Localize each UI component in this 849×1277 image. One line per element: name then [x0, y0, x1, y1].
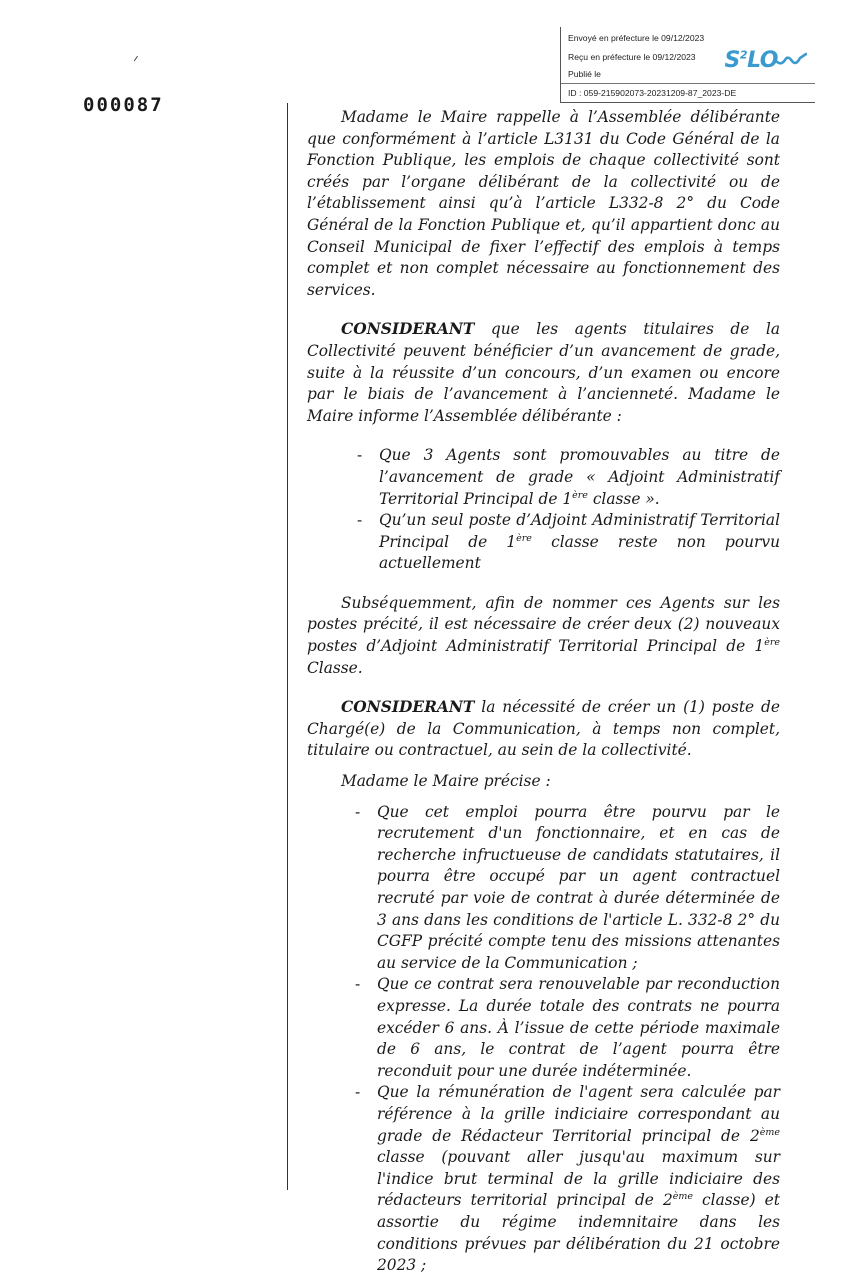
paragraph-recall: Madame le Maire rappelle à l’Assemblée délibérante que conformément à l’article L3131 du Code Général de la Fonction Publique, les emplois de chaque collectivité sont créés par l’organe délibérant de la collectivité ou de l’établissement ainsi qu’à l’article L332-8 2° du Code Général de la Fonction Publique et, qu’il appartient donc au Conseil Municipal de fixer l’effectif des emplois à temps complet et non complet nécessaire au fonctionnement des services.: [307, 108, 780, 299]
prefecture-stamp: [560, 27, 815, 103]
list-item: - Que ce contrat sera renouvelable par reconduction expresse. La durée totale des contrats ne pourra excéder 6 ans. À l’issue de cette période maximale de 6 ans, le contrat de l’agent pourra être reconduit pour une durée indéterminée.: [377, 974, 780, 1082]
document-body: [307, 107, 780, 1277]
stamp-sent-date: Envoyé en préfecture le 09/12/2023: [568, 33, 705, 43]
conditions-list: [377, 802, 780, 1277]
margin-rule: [287, 103, 288, 1190]
stamp-received-date: Reçu en préfecture le 09/12/2023: [568, 52, 696, 62]
paragraph-considerant-1: CONSIDERANT que les agents titulaires de la Collectivité peuvent bénéficier d’un avancement de grade, suite à la réussite d’un concours, d’un examen ou encore par le biais de l’avancement à l’ancienneté. Madame le Maire informe l’Assemblée délibérante :: [307, 320, 780, 425]
promotion-list: [379, 445, 780, 575]
pen-mark: [134, 56, 139, 62]
list-item: - Que cet emploi pourra être pourvu par le recrutement d'un fonctionnaire, et en cas de recherche infructueuse de candidats statutaires, il pourra être occupé par un agent contractuel recruté par voie de contrat à durée déterminée de 3 ans dans les conditions de l'article L. 332-8 2° du CGFP précité compte tenu des missions attenantes au service de la Communication ;: [377, 802, 780, 975]
considerant-keyword: CONSIDERANT: [341, 698, 475, 717]
stamp-divider: [561, 83, 815, 84]
list-item: - Que la rémunération de l'agent sera calculée par référence à la grille indiciaire correspondant au grade de Rédacteur Territorial principal de 2ème classe (pouvant aller jusqu'au maximum sur l'indice brut terminal de la grille indiciaire des rédacteurs territorial principal de 2ème classe) et assortie du régime indemnitaire dans les conditions prévues par délibération du 21 octobre 2023 ;: [377, 1082, 780, 1276]
document-number: 000087: [83, 94, 164, 116]
paragraph-mayor-specifies: Madame le Maire précise :: [341, 772, 551, 791]
stamp-id: ID : 059-215902073-20231209-87_2023-DE: [568, 88, 737, 98]
paragraph-considerant-2: CONSIDERANT la nécessité de créer un (1) poste de Chargé(e) de la Communication, à temps non complet, titulaire ou contractuel, au sein de la collectivité.: [307, 698, 780, 760]
list-item: - Qu’un seul poste d’Adjoint Administratif Territorial Principal de 1ère classe reste non pourvu actuellement: [379, 510, 780, 575]
considerant-keyword: CONSIDERANT: [341, 320, 475, 339]
paragraph-subsequently: Subséquemment, afin de nommer ces Agents sur les postes précité, il est nécessaire de créer deux (2) nouveaux postes d’Adjoint Administratif Territorial Principal de 1ère Classe.: [307, 593, 780, 677]
list-item: - Que 3 Agents sont promouvables au titre de l’avancement de grade « Adjoint Administratif Territorial Principal de 1ère classe ».: [379, 445, 780, 510]
stamp-published: Publié le: [568, 69, 601, 79]
slo-logo: [725, 44, 807, 76]
slo-logo-text: $S^2LO$: [724, 47, 778, 73]
swoosh-icon: [775, 51, 807, 69]
